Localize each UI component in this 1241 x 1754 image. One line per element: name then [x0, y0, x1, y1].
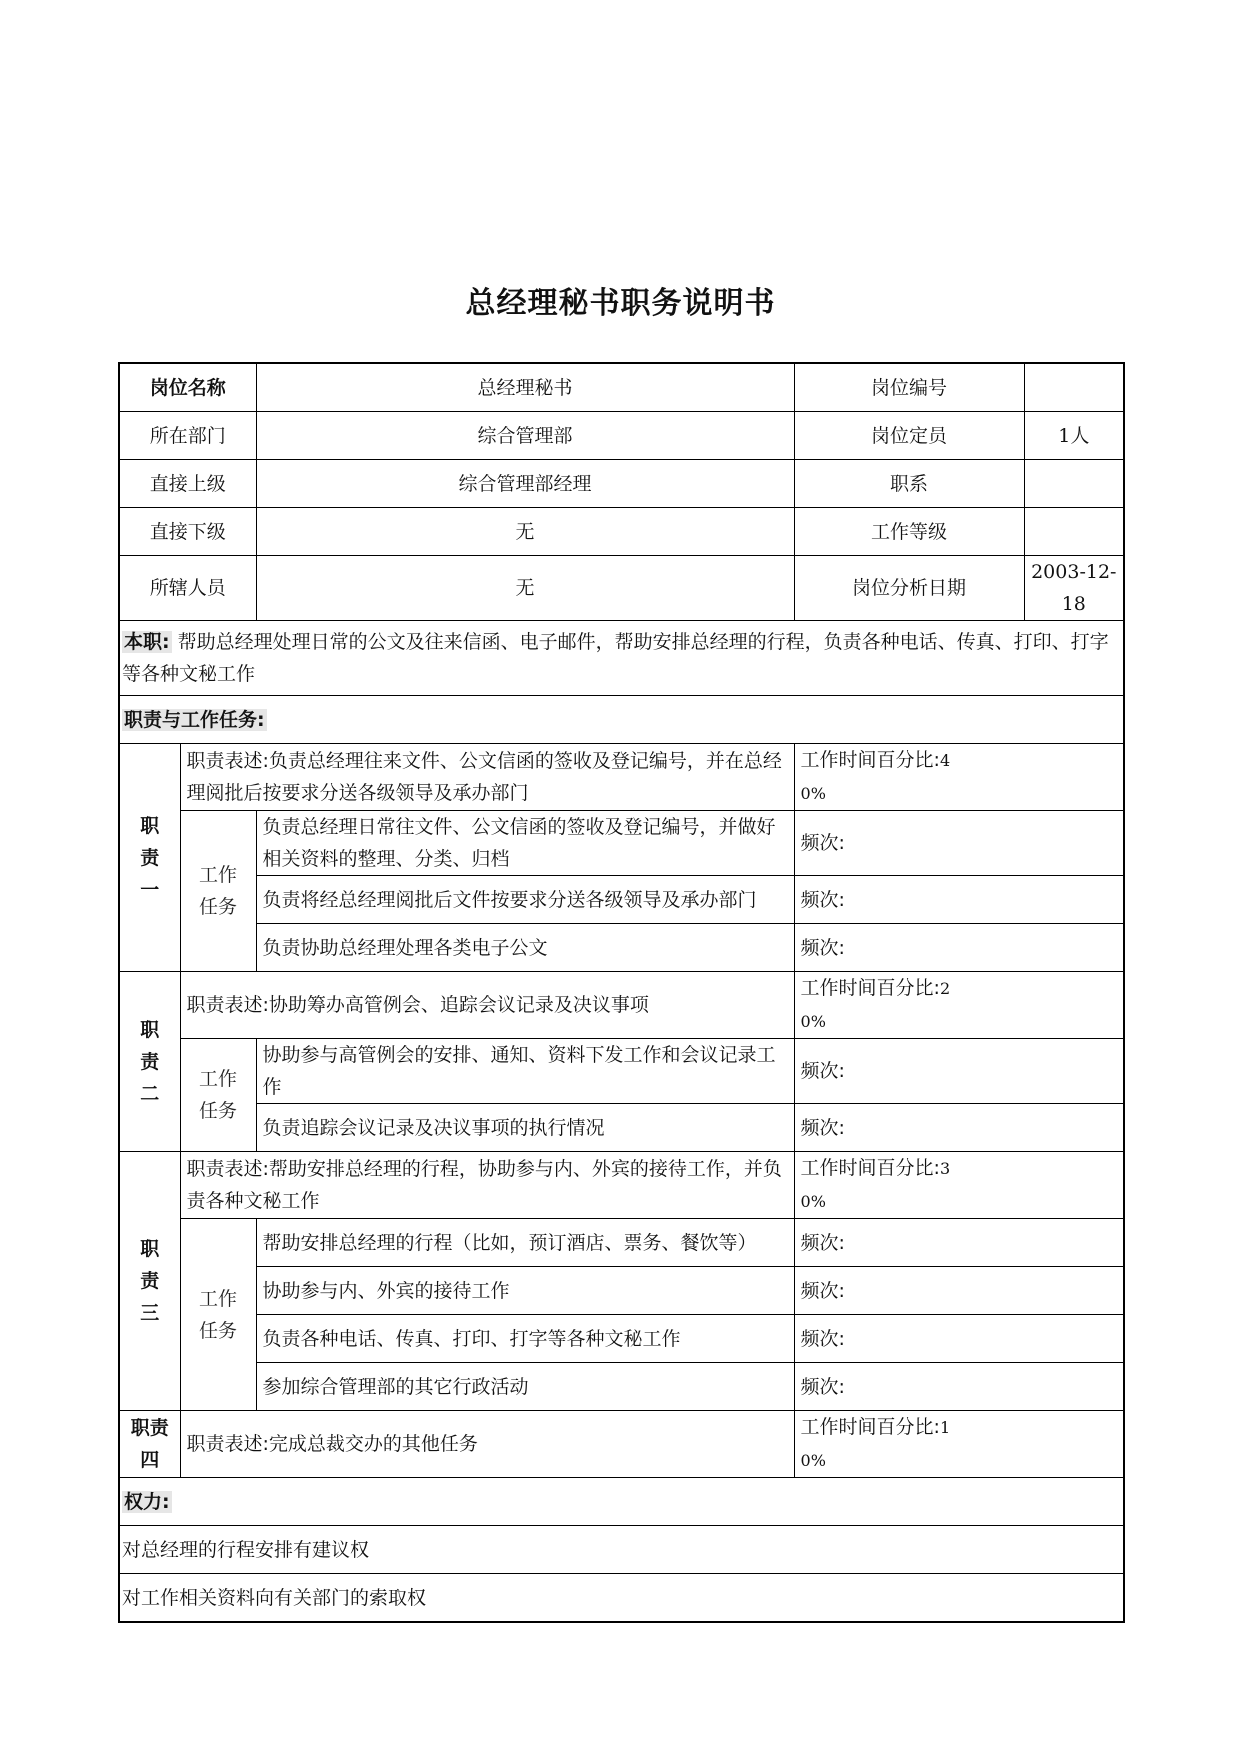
main-duty-label: 本职: — [124, 631, 170, 653]
task-row — [119, 1039, 1124, 1104]
power-item: 对工作相关资料向有关部门的索取权 — [119, 1574, 1124, 1623]
task-text: 负责追踪会议记录及决议事项的执行情况 — [256, 1104, 794, 1152]
frequency: 频次: — [794, 1315, 1124, 1363]
task-text: 协助参与内、外宾的接待工作 — [256, 1267, 794, 1315]
task-label-text: 工作任务 — [198, 1068, 237, 1122]
task-text: 负责协助总经理处理各类电子公文 — [256, 924, 794, 972]
task-label-text: 工作任务 — [198, 1287, 237, 1342]
info-label: 岗位分析日期 — [794, 556, 1024, 621]
duty-name — [119, 744, 180, 972]
task-row — [119, 1219, 1124, 1267]
power-item: 对总经理的行程安排有建议权 — [119, 1526, 1124, 1574]
duties-heading: 职责与工作任务: — [124, 708, 265, 731]
duty-description — [180, 744, 794, 811]
pct-line2: 0% — [800, 1012, 826, 1031]
duty-description — [180, 1411, 794, 1478]
task-text: 负责总经理日常往文件、公文信函的签收及登记编号，并做好相关资料的整理、分类、归档 — [256, 811, 794, 876]
task-text: 帮助安排总经理的行程（比如，预订酒店、票务、餐饮等） — [256, 1219, 794, 1267]
info-row — [119, 412, 1124, 460]
duty-desc-text: 协助筹办高管例会、追踪会议记录及决议事项 — [268, 994, 649, 1016]
info-label: 直接上级 — [119, 460, 256, 508]
info-value: 无 — [256, 556, 794, 621]
task-row — [119, 876, 1124, 924]
duty-name-text: 职责一 — [140, 814, 160, 901]
pct-line1: 1 — [939, 1418, 951, 1437]
duty-description-row — [119, 972, 1124, 1039]
pct-line1: 4 — [939, 751, 951, 770]
power-row — [119, 1526, 1124, 1574]
task-row — [119, 1315, 1124, 1363]
info-value: 无 — [256, 508, 794, 556]
frequency: 频次: — [794, 1039, 1124, 1104]
time-percent — [794, 972, 1124, 1039]
task-label — [180, 1219, 256, 1411]
duty-desc-text: 帮助安排总经理的行程，协助参与内、外宾的接待工作，并负责各种文秘工作 — [186, 1158, 782, 1212]
info-row — [119, 556, 1124, 621]
pct-prefix: 工作时间百分比: — [800, 1416, 940, 1438]
pct-line1: 2 — [939, 979, 951, 998]
info-value — [1024, 460, 1124, 508]
duty-description — [180, 972, 794, 1039]
pct-prefix: 工作时间百分比: — [800, 749, 940, 771]
info-label: 所辖人员 — [119, 556, 256, 621]
time-percent — [794, 1411, 1124, 1478]
task-row — [119, 1104, 1124, 1152]
info-row — [119, 460, 1124, 508]
info-row — [119, 363, 1124, 412]
document-title: 总经理秘书职务说明书 — [465, 286, 776, 321]
duty-desc-prefix: 职责表述: — [186, 750, 269, 772]
duty-desc-prefix: 职责表述: — [186, 1433, 269, 1455]
task-row — [119, 1267, 1124, 1315]
frequency: 频次: — [794, 1219, 1124, 1267]
info-label: 所在部门 — [119, 412, 256, 460]
task-text: 协助参与高管例会的安排、通知、资料下发工作和会议记录工作 — [256, 1039, 794, 1104]
main-duty-text: 帮助总经理处理日常的公文及往来信函、电子邮件，帮助安排总经理的行程，负责各种电话、传真、打印、打字等各种文秘工作 — [122, 631, 1109, 685]
duty-description — [180, 1152, 794, 1219]
duties-heading-row — [119, 696, 1124, 744]
duty-name-line2: 四 — [140, 1449, 160, 1471]
info-value: 总经理秘书 — [256, 363, 794, 412]
powers-heading-row — [119, 1478, 1124, 1526]
info-label: 岗位编号 — [794, 363, 1024, 412]
pct-prefix: 工作时间百分比: — [800, 1157, 940, 1179]
duty-desc-prefix: 职责表述: — [186, 994, 269, 1016]
task-text: 负责将经总经理阅批后文件按要求分送各级领导及承办部门 — [256, 876, 794, 924]
info-label: 职系 — [794, 460, 1024, 508]
info-value: 2003-12-18 — [1024, 556, 1124, 621]
info-value: 综合管理部经理 — [256, 460, 794, 508]
task-row — [119, 924, 1124, 972]
info-label: 直接下级 — [119, 508, 256, 556]
time-percent — [794, 1152, 1124, 1219]
info-label: 工作等级 — [794, 508, 1024, 556]
info-label: 岗位名称 — [119, 363, 256, 412]
job-description-table — [118, 362, 1125, 1623]
frequency: 频次: — [794, 924, 1124, 972]
duty-name — [119, 972, 180, 1152]
task-text: 参加综合管理部的其它行政活动 — [256, 1363, 794, 1411]
frequency: 频次: — [794, 1363, 1124, 1411]
task-label — [180, 1039, 256, 1152]
pct-prefix: 工作时间百分比: — [800, 977, 940, 999]
duty-name — [119, 1411, 180, 1478]
duty-desc-text: 完成总裁交办的其他任务 — [268, 1433, 478, 1455]
duty-name-text: 职责二 — [140, 1018, 160, 1105]
duty-description-row — [119, 744, 1124, 811]
frequency: 频次: — [794, 1104, 1124, 1152]
info-value — [1024, 508, 1124, 556]
info-value: 综合管理部 — [256, 412, 794, 460]
info-row — [119, 508, 1124, 556]
task-label — [180, 811, 256, 972]
pct-line2: 0% — [800, 1451, 826, 1470]
info-label: 岗位定员 — [794, 412, 1024, 460]
powers-heading: 权力: — [124, 1490, 170, 1513]
duty-desc-text: 负责总经理往来文件、公文信函的签收及登记编号，并在总经理阅批后按要求分送各级领导及承办部门 — [186, 750, 782, 804]
duty-description-row — [119, 1152, 1124, 1219]
duty-desc-prefix: 职责表述: — [186, 1158, 269, 1180]
frequency: 频次: — [794, 1267, 1124, 1315]
pct-line1: 3 — [939, 1159, 951, 1178]
duty-name — [119, 1152, 180, 1411]
info-value: 1人 — [1024, 412, 1124, 460]
task-row — [119, 1363, 1124, 1411]
time-percent — [794, 744, 1124, 811]
info-value — [1024, 363, 1124, 412]
pct-line2: 0% — [800, 1192, 826, 1211]
duty-name-line1: 职责 — [130, 1417, 169, 1439]
task-label-text: 工作任务 — [198, 864, 237, 918]
main-duty-row — [119, 621, 1124, 696]
duty-name-text: 职责三 — [140, 1238, 160, 1324]
duty-description-row — [119, 1411, 1124, 1478]
task-text: 负责各种电话、传真、打印、打字等各种文秘工作 — [256, 1315, 794, 1363]
frequency: 频次: — [794, 811, 1124, 876]
task-row — [119, 811, 1124, 876]
power-row — [119, 1574, 1124, 1623]
pct-line2: 0% — [800, 784, 826, 803]
frequency: 频次: — [794, 876, 1124, 924]
